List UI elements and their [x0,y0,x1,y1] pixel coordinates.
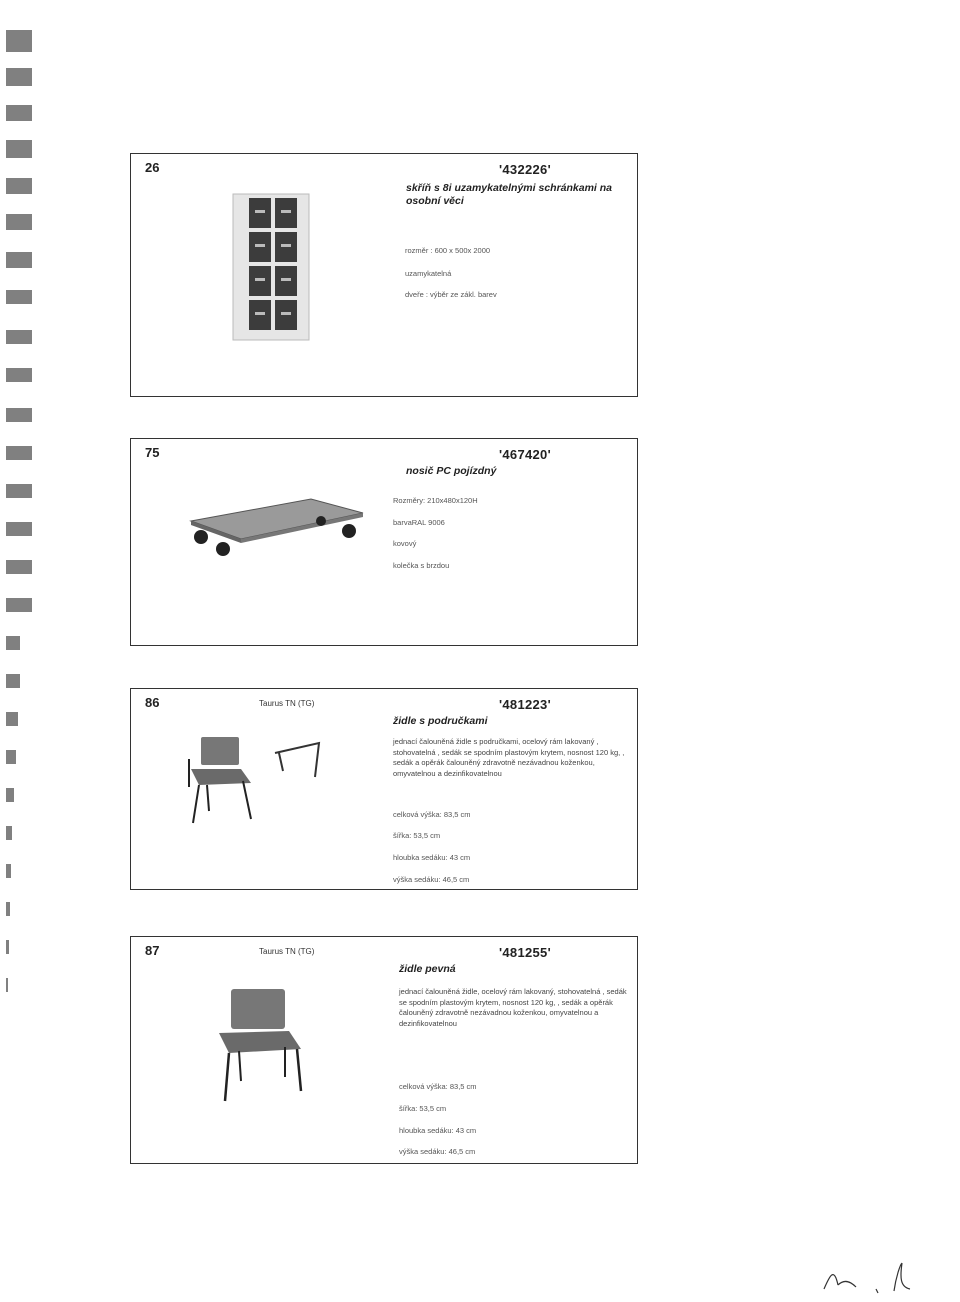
edge-mark [6,105,32,121]
edge-mark [6,68,32,86]
edge-mark [6,674,20,688]
item-description: jednací čalouněná židle, ocelový rám lakovaný, stohovatelná , sedák se spodním plastovým krytem, nosnost 120 kg, , sedák a opěrák čalouněný zdravotně nezávadnou koženkou, omyvatelnou a dezinfikovatelnou [399,987,627,1028]
edge-mark [6,902,10,916]
item-card-75 [130,438,638,646]
edge-mark [6,290,32,304]
edge-mark [6,864,11,878]
spec-line: výška sedáku: 46,5 cm [393,875,470,884]
spec-line: uzamykatelná [405,269,452,278]
armchair-image [179,733,329,833]
item-title: nosič PC pojízdný [406,465,497,477]
item-card-26 [130,153,638,397]
edge-mark [6,484,32,498]
item-code: '432226' [499,162,551,177]
item-description: jednací čalouněná židle s područkami, ocelový rám lakovaný , stohovatelná , sedák se spodním plastovým krytem, nosnost 120 kg, , sedák a opěrák čalouněný zdravotně nezávadnou koženkou, omyvatelnou a dezinfikovatelnou [393,737,625,778]
spec-line: rozměr : 600 x 500x 2000 [405,246,491,255]
spec-line: celková výška: 83,5 cm [399,1082,477,1091]
brand-label: Taurus TN (TG) [259,947,315,956]
item-number: 86 [145,695,160,710]
edge-mark [6,636,20,650]
scan-edge-strip [6,0,40,1010]
edge-mark [6,750,16,764]
spec-line: kolečka s brzdou [393,561,450,570]
edge-mark [6,560,32,574]
item-card-87 [130,936,638,1164]
item-code: '481223' [499,697,551,712]
spec-line: barvaRAL 9006 [393,518,445,527]
edge-mark [6,368,32,382]
item-number: 26 [145,160,160,175]
item-title: židle pevná [399,963,456,975]
item-code: '481255' [499,945,551,960]
signature-mark [820,1255,920,1295]
spec-line: šířka: 53,5 cm [399,1104,447,1113]
pc-trolley-image [181,491,371,571]
edge-mark [6,940,9,954]
spec-line: kovový [393,539,417,548]
edge-mark [6,826,12,840]
brand-label: Taurus TN (TG) [259,699,315,708]
chair-image [213,985,313,1105]
edge-mark [6,788,14,802]
spec-line: celková výška: 83,5 cm [393,810,471,819]
edge-mark [6,178,32,194]
edge-mark [6,712,18,726]
spec-line: Rozměry: 210x480x120H [393,496,478,505]
item-title: židle s područkami [393,715,488,727]
spec-line: hloubka sedáku: 43 cm [393,853,471,862]
item-number: 75 [145,445,160,460]
item-number: 87 [145,943,160,958]
spec-line: šířka: 53,5 cm [393,831,441,840]
edge-mark [6,140,32,158]
spec-line: dveře : výběr ze zákl. barev [405,290,497,299]
edge-mark [6,214,32,230]
edge-mark [6,330,32,344]
spec-line: hloubka sedáku: 43 cm [399,1126,477,1135]
spec-line: výška sedáku: 46,5 cm [399,1147,476,1156]
item-title: skříň s 8i uzamykatelnými schránkami na osobní věci [406,182,613,207]
edge-mark [6,252,32,268]
edge-mark [6,522,32,536]
edge-mark [6,598,32,612]
edge-mark [6,30,32,52]
item-card-86 [130,688,638,890]
item-code: '467420' [499,447,551,462]
edge-mark [6,446,32,460]
edge-mark [6,978,8,992]
edge-mark [6,408,32,422]
locker-image [231,192,311,342]
